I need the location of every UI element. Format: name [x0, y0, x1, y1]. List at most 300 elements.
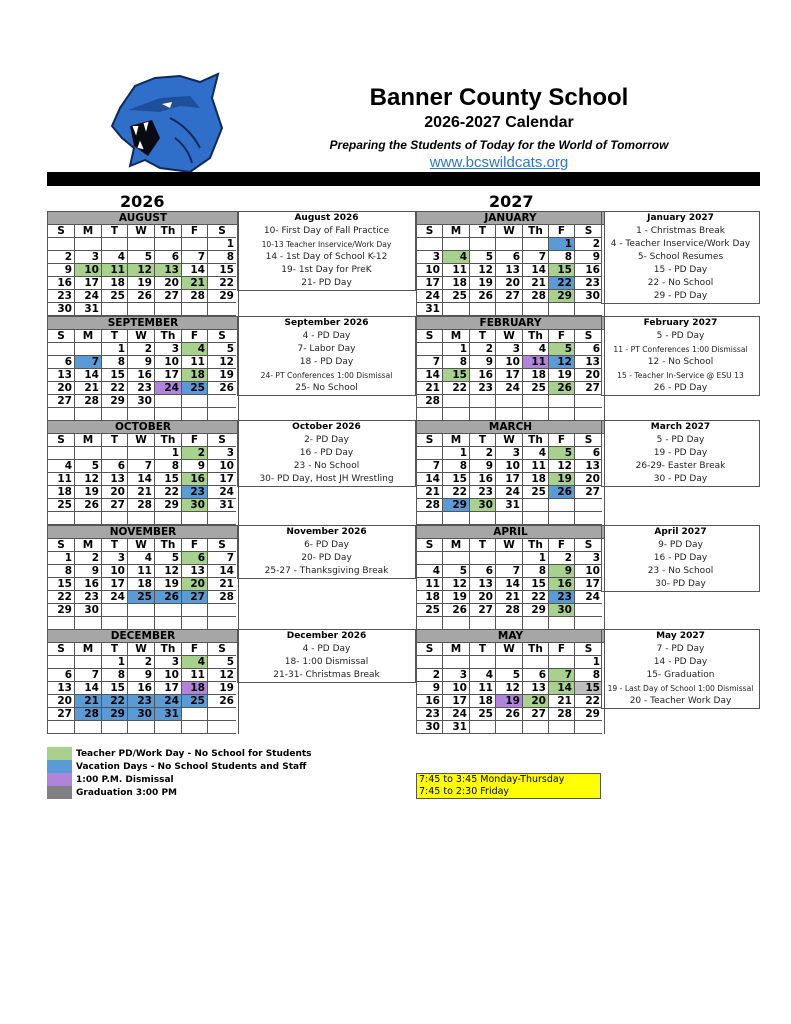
week-row	[417, 408, 604, 421]
week-row	[48, 721, 238, 734]
note-item: 20- PD Day	[301, 552, 352, 563]
day-cell: 23	[48, 290, 75, 303]
day-cell-pd: 2	[182, 447, 208, 460]
day-cell: 10	[208, 460, 236, 473]
day-cell: 4	[417, 565, 443, 578]
weekday-header: M	[75, 225, 102, 238]
day-cell-pd: 11	[102, 264, 128, 277]
week-row	[48, 290, 238, 303]
day-cell: 23	[75, 591, 102, 604]
day-cell-pd: 30	[470, 499, 496, 512]
day-cell: 11	[182, 669, 208, 682]
week-row	[417, 369, 604, 382]
day-cell: 5	[75, 460, 102, 473]
month-march	[416, 420, 786, 538]
week-row	[48, 552, 238, 565]
day-cell: 5	[208, 656, 236, 669]
day-cell: 24	[443, 708, 470, 721]
weekday-header: S	[48, 539, 75, 552]
month-may	[416, 629, 786, 747]
website-link[interactable]: www.bcswildcats.org	[429, 154, 569, 171]
weekday-row	[48, 643, 238, 656]
week-row	[48, 617, 238, 630]
month-grid	[416, 211, 605, 316]
day-cell: 16	[470, 369, 496, 382]
week-row	[48, 382, 238, 395]
empty-cell	[470, 408, 496, 421]
month-grid	[47, 420, 239, 525]
day-cell: 8	[155, 460, 182, 473]
day-cell: 23	[470, 486, 496, 499]
empty-cell	[102, 721, 128, 734]
day-cell: 8	[549, 251, 575, 264]
day-cell: 9	[128, 356, 155, 369]
notes-title: October 2026	[292, 422, 361, 433]
empty-cell	[549, 303, 575, 316]
weekday-header: S	[48, 330, 75, 343]
day-cell: 18	[523, 369, 549, 382]
day-cell: 19	[549, 369, 575, 382]
day-cell-vacation: 23	[182, 486, 208, 499]
day-cell: 17	[75, 277, 102, 290]
day-cell-vacation: 12	[549, 356, 575, 369]
week-row	[417, 343, 604, 356]
day-cell: 22	[523, 591, 549, 604]
day-cell: 27	[48, 395, 75, 408]
month-notes	[237, 525, 416, 579]
day-cell: 21	[417, 382, 443, 395]
empty-cell	[549, 512, 575, 525]
notes-title: January 2027	[647, 213, 714, 223]
day-cell: 10	[575, 565, 602, 578]
day-cell: 3	[443, 669, 470, 682]
hours-friday: 7:45 to 2:30 Friday	[419, 786, 510, 797]
day-cell: 26	[75, 499, 102, 512]
notes-title: May 2027	[656, 631, 705, 642]
month-header: OCTOBER	[48, 420, 238, 434]
day-cell: 29	[48, 604, 75, 617]
empty-cell	[208, 617, 236, 630]
day-cell: 14	[128, 473, 155, 486]
note-item: 5 - PD Day	[656, 435, 705, 446]
day-cell: 20	[102, 486, 128, 499]
empty-cell	[102, 604, 128, 617]
week-row	[48, 499, 238, 512]
weekday-header: Th	[155, 330, 182, 343]
day-cell: 13	[496, 264, 523, 277]
empty-cell	[496, 617, 523, 630]
day-cell: 4	[128, 552, 155, 565]
week-row	[417, 695, 604, 708]
day-cell: 21	[75, 382, 102, 395]
week-row	[48, 682, 238, 695]
empty-cell	[575, 721, 602, 734]
empty-cell	[496, 656, 523, 669]
day-cell: 14	[417, 473, 443, 486]
day-cell: 7	[523, 251, 549, 264]
empty-cell	[208, 395, 236, 408]
day-cell: 27	[155, 290, 182, 303]
day-cell: 28	[128, 499, 155, 512]
empty-cell	[208, 408, 236, 421]
day-cell: 16	[575, 264, 602, 277]
empty-cell	[75, 617, 102, 630]
empty-cell	[75, 238, 102, 251]
day-cell: 20	[575, 369, 602, 382]
day-cell: 2	[128, 343, 155, 356]
day-cell: 1	[523, 552, 549, 565]
day-cell: 3	[155, 343, 182, 356]
week-row	[48, 473, 238, 486]
day-cell: 15	[155, 473, 182, 486]
note-item: 18- 1:00 Dismissal	[284, 657, 369, 668]
day-cell-vacation: 7	[75, 356, 102, 369]
day-cell: 18	[470, 695, 496, 708]
empty-cell	[75, 721, 102, 734]
note-item: 22 - No School	[647, 278, 714, 288]
day-cell: 13	[523, 682, 549, 695]
day-cell-pd: 5	[549, 343, 575, 356]
weekday-header: M	[443, 330, 470, 343]
day-cell: 6	[155, 251, 182, 264]
week-row	[48, 486, 238, 499]
empty-cell	[182, 512, 208, 525]
day-cell: 8	[575, 669, 602, 682]
day-cell: 31	[208, 499, 236, 512]
note-item: 12 - No School	[647, 356, 714, 367]
empty-cell	[128, 238, 155, 251]
empty-cell	[523, 512, 549, 525]
day-cell-pd: 12	[128, 264, 155, 277]
empty-cell	[443, 512, 470, 525]
empty-cell	[48, 721, 75, 734]
empty-cell	[208, 303, 236, 316]
weekday-header: F	[182, 643, 208, 656]
day-cell-pd: 10	[75, 264, 102, 277]
weekday-header: W	[128, 539, 155, 552]
empty-cell	[443, 303, 470, 316]
weekday-header: S	[208, 330, 236, 343]
note-item: 18 - PD Day	[299, 356, 354, 367]
day-cell: 14	[182, 264, 208, 277]
note-item: 23 - No School	[293, 461, 360, 472]
day-cell: 15	[443, 473, 470, 486]
week-row	[417, 238, 604, 251]
note-item: 7- Labor Day	[297, 343, 356, 354]
day-cell-pd: 18	[182, 369, 208, 382]
note-item: 29 - PD Day	[653, 291, 708, 301]
day-cell: 7	[128, 460, 155, 473]
legend-swatch	[47, 786, 72, 799]
empty-cell	[182, 395, 208, 408]
empty-cell	[523, 617, 549, 630]
day-cell-pd: 30	[182, 499, 208, 512]
weekday-header: W	[496, 643, 523, 656]
week-row	[417, 395, 604, 408]
note-item: 19- 1st Day for PreK	[281, 265, 372, 275]
empty-cell	[523, 303, 549, 316]
weekday-header: T	[470, 225, 496, 238]
day-cell: 26	[208, 382, 236, 395]
day-cell: 1	[102, 656, 128, 669]
empty-cell	[48, 512, 75, 525]
empty-cell	[102, 512, 128, 525]
note-item: 1 - Christmas Break	[636, 226, 725, 236]
empty-cell	[48, 238, 75, 251]
month-grid	[47, 525, 239, 630]
empty-cell	[128, 408, 155, 421]
empty-cell	[549, 499, 575, 512]
empty-cell	[443, 238, 470, 251]
empty-cell	[523, 408, 549, 421]
month-header: SEPTEMBER	[48, 316, 238, 330]
empty-cell	[102, 408, 128, 421]
week-row	[417, 617, 604, 630]
day-cell: 7	[496, 565, 523, 578]
note-item: 24- PT Conferences 1:00 Dismissal	[260, 370, 393, 380]
day-cell: 15	[48, 578, 75, 591]
day-cell: 9	[470, 460, 496, 473]
empty-cell	[182, 408, 208, 421]
day-cell: 19	[128, 277, 155, 290]
day-cell: 27	[575, 486, 602, 499]
weekday-header: S	[575, 643, 602, 656]
day-cell-pd: 4	[443, 251, 470, 264]
weekday-header: S	[208, 434, 236, 447]
day-cell: 18	[102, 277, 128, 290]
empty-cell	[417, 447, 443, 460]
day-cell-dismissal: 24	[155, 382, 182, 395]
month-header: MAY	[417, 629, 604, 643]
empty-cell	[182, 708, 208, 721]
school-hours-box	[416, 773, 601, 799]
day-cell-vacation: 28	[75, 708, 102, 721]
week-row	[48, 565, 238, 578]
weekday-header: T	[470, 539, 496, 552]
notes-title: September 2026	[284, 317, 369, 328]
day-cell: 19	[208, 369, 236, 382]
legend-label: Graduation 3:00 PM	[76, 787, 178, 798]
day-cell: 13	[102, 473, 128, 486]
day-cell: 6	[523, 669, 549, 682]
empty-cell	[523, 656, 549, 669]
day-cell-pd: 29	[549, 290, 575, 303]
week-row	[417, 591, 604, 604]
month-notes	[601, 316, 760, 396]
week-row	[48, 656, 238, 669]
empty-cell	[75, 343, 102, 356]
day-cell: 31	[443, 721, 470, 734]
empty-cell	[155, 604, 182, 617]
day-cell: 5	[443, 565, 470, 578]
empty-cell	[155, 721, 182, 734]
day-cell: 21	[496, 591, 523, 604]
day-cell: 3	[417, 251, 443, 264]
day-cell: 15	[208, 264, 236, 277]
day-cell: 25	[443, 290, 470, 303]
day-cell: 17	[417, 277, 443, 290]
weekday-header: F	[182, 434, 208, 447]
day-cell: 6	[102, 460, 128, 473]
weekday-header: W	[128, 330, 155, 343]
day-cell: 18	[128, 578, 155, 591]
day-cell: 8	[523, 565, 549, 578]
empty-cell	[549, 656, 575, 669]
empty-cell	[443, 395, 470, 408]
empty-cell	[470, 721, 496, 734]
empty-cell	[128, 604, 155, 617]
empty-cell	[575, 604, 602, 617]
weekday-header: T	[102, 330, 128, 343]
day-cell: 8	[443, 460, 470, 473]
weekday-header: S	[48, 643, 75, 656]
weekday-header: S	[48, 225, 75, 238]
legend-item	[47, 773, 312, 786]
year-2027-label: 2027	[489, 192, 534, 211]
day-cell: 27	[575, 382, 602, 395]
weekday-header: M	[75, 643, 102, 656]
empty-cell	[549, 721, 575, 734]
week-row	[48, 356, 238, 369]
day-cell: 18	[417, 591, 443, 604]
note-item: 15 - PD Day	[653, 265, 708, 275]
day-cell-vacation: 23	[549, 591, 575, 604]
day-cell: 24	[417, 290, 443, 303]
day-cell: 23	[575, 277, 602, 290]
day-cell: 17	[496, 369, 523, 382]
weekday-header: F	[549, 330, 575, 343]
empty-cell	[470, 395, 496, 408]
day-cell: 15	[102, 369, 128, 382]
day-cell: 1	[443, 343, 470, 356]
day-cell: 25	[523, 382, 549, 395]
empty-cell	[208, 512, 236, 525]
weekday-header: M	[75, 434, 102, 447]
weekday-header: S	[417, 330, 443, 343]
empty-cell	[470, 238, 496, 251]
day-cell: 1	[208, 238, 236, 251]
weekday-row	[417, 434, 604, 447]
day-cell: 3	[75, 251, 102, 264]
weekday-header: Th	[155, 643, 182, 656]
day-cell: 11	[523, 460, 549, 473]
empty-cell	[417, 617, 443, 630]
weekday-header: Th	[523, 643, 549, 656]
month-notes	[237, 211, 416, 291]
week-row	[48, 395, 238, 408]
weekday-header: S	[208, 539, 236, 552]
day-cell: 1	[575, 656, 602, 669]
month-notes	[237, 420, 416, 487]
empty-cell	[155, 303, 182, 316]
week-row	[48, 708, 238, 721]
month-april	[416, 525, 786, 643]
weekday-header: M	[443, 539, 470, 552]
week-row	[417, 460, 604, 473]
empty-cell	[208, 708, 236, 721]
empty-cell	[575, 408, 602, 421]
day-cell-pd: 15	[443, 369, 470, 382]
week-row	[48, 264, 238, 277]
day-cell-vacation: 24	[155, 695, 182, 708]
day-cell: 1	[155, 447, 182, 460]
legend-swatch	[47, 773, 72, 786]
weekday-header: S	[208, 643, 236, 656]
weekday-header: S	[417, 225, 443, 238]
day-cell: 24	[75, 290, 102, 303]
day-cell: 20	[575, 473, 602, 486]
day-cell: 19	[470, 277, 496, 290]
day-cell-vacation: 25	[182, 695, 208, 708]
day-cell: 12	[443, 578, 470, 591]
weekday-header: M	[75, 539, 102, 552]
day-cell: 25	[102, 290, 128, 303]
day-cell: 1	[48, 552, 75, 565]
empty-cell	[75, 408, 102, 421]
day-cell-vacation: 30	[128, 708, 155, 721]
week-row	[48, 578, 238, 591]
day-cell: 26	[496, 708, 523, 721]
day-cell-pd: 4	[182, 343, 208, 356]
empty-cell	[575, 512, 602, 525]
day-cell: 29	[523, 604, 549, 617]
note-item: 20 - Teacher Work Day	[629, 696, 732, 707]
day-cell: 12	[208, 669, 236, 682]
empty-cell	[496, 552, 523, 565]
weekday-header: T	[470, 330, 496, 343]
day-cell: 25	[470, 708, 496, 721]
day-cell: 16	[417, 695, 443, 708]
day-cell: 31	[75, 303, 102, 316]
week-row	[417, 512, 604, 525]
weekday-header: F	[549, 539, 575, 552]
empty-cell	[549, 408, 575, 421]
day-cell-vacation: 21	[75, 695, 102, 708]
legend-item	[47, 786, 312, 799]
note-item: 25-27 - Thanksgiving Break	[264, 565, 389, 576]
day-cell: 18	[523, 473, 549, 486]
note-item: 9- PD Day	[658, 539, 703, 550]
day-cell: 20	[470, 591, 496, 604]
legend-swatch	[47, 747, 72, 760]
day-cell: 3	[496, 447, 523, 460]
week-row	[48, 251, 238, 264]
day-cell-pd: 26	[549, 382, 575, 395]
weekday-header: W	[128, 225, 155, 238]
day-cell: 4	[523, 343, 549, 356]
week-row	[48, 277, 238, 290]
legend	[47, 747, 312, 799]
weekday-header: T	[102, 225, 128, 238]
day-cell-pd: 16	[549, 578, 575, 591]
day-cell: 2	[48, 251, 75, 264]
weekday-header: S	[208, 225, 236, 238]
note-item: 26-29- Easter Break	[635, 461, 726, 472]
day-cell: 6	[48, 356, 75, 369]
empty-cell	[549, 395, 575, 408]
empty-cell	[155, 395, 182, 408]
note-item: 14 - PD Day	[653, 657, 708, 668]
month-header: MARCH	[417, 420, 604, 434]
day-cell: 5	[470, 251, 496, 264]
empty-cell	[417, 238, 443, 251]
day-cell: 2	[470, 343, 496, 356]
day-cell: 28	[208, 591, 236, 604]
day-cell: 21	[417, 486, 443, 499]
day-cell: 29	[575, 708, 602, 721]
empty-cell	[443, 552, 470, 565]
empty-cell	[182, 721, 208, 734]
